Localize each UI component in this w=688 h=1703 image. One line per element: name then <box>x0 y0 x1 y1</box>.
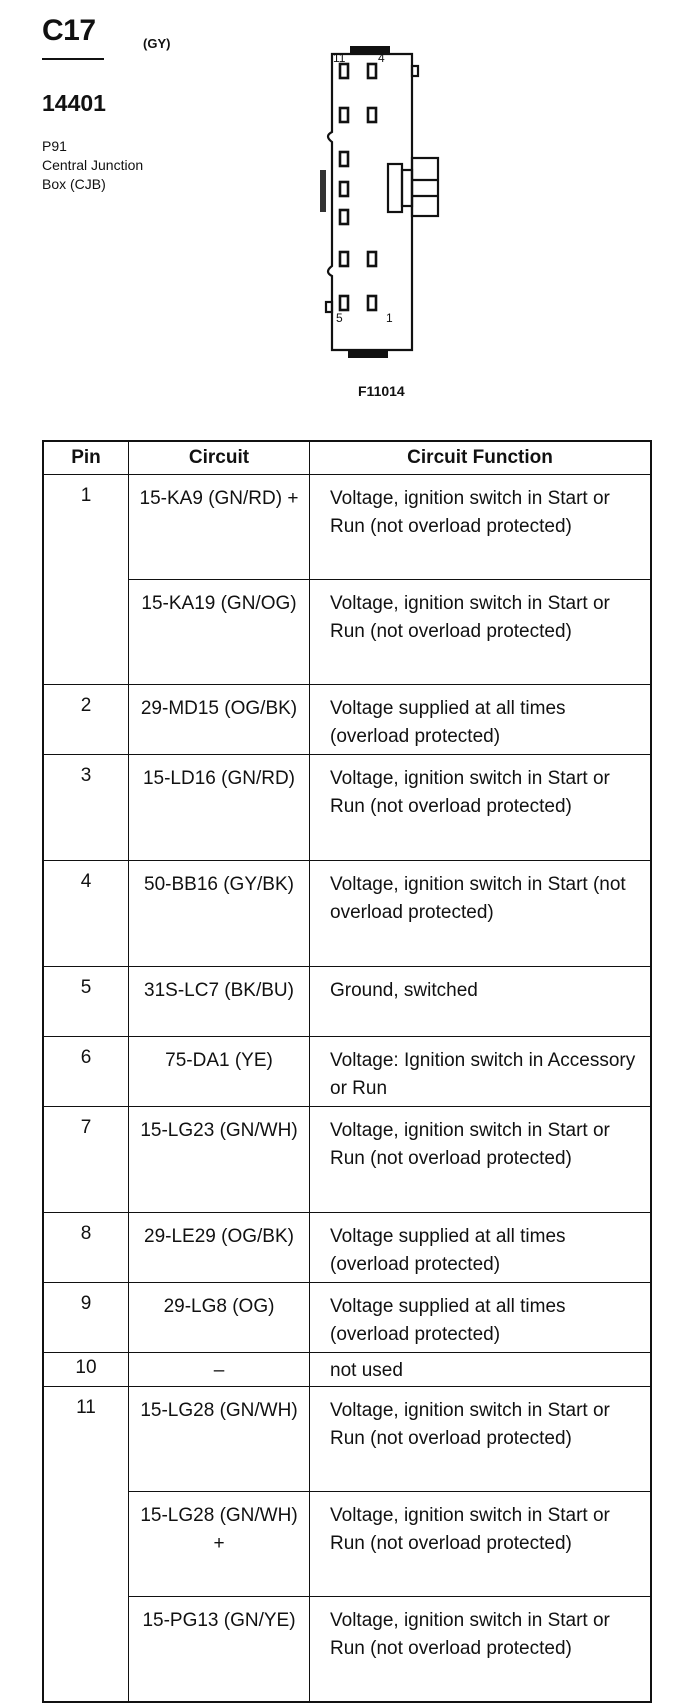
function-cell: Voltage, ignition switch in Start or Run (not overload protected) <box>310 1387 652 1492</box>
connector-header <box>42 14 171 51</box>
table-row <box>43 1037 651 1107</box>
circuit-cell: 31S-LC7 (BK/BU) <box>129 967 310 1037</box>
table-row <box>43 1213 651 1283</box>
table-row <box>43 1283 651 1353</box>
circuit-cell: 15-LD16 (GN/RD) <box>129 755 310 861</box>
figure-reference: F11014 <box>358 383 405 399</box>
pin-cell: 10 <box>43 1353 129 1387</box>
table-row <box>43 1107 651 1213</box>
function-cell: Voltage, ignition switch in Start or Run (not overload protected) <box>310 755 652 861</box>
circuit-cell: 29-LE29 (OG/BK) <box>129 1213 310 1283</box>
pinout-table <box>42 440 652 1703</box>
column-header-circuit: Circuit <box>129 441 310 475</box>
table-row <box>43 1492 651 1597</box>
table-row <box>43 475 651 580</box>
function-cell: Voltage supplied at all times (overload protected) <box>310 1283 652 1353</box>
function-cell: Voltage, ignition switch in Start or Run (not overload protected) <box>310 475 652 580</box>
circuit-cell: 15-PG13 (GN/YE) <box>129 1597 310 1703</box>
pin-label-bottom-left: 5 <box>336 311 343 325</box>
function-cell: Voltage, ignition switch in Start or Run (not overload protected) <box>310 580 652 685</box>
function-cell: Voltage, ignition switch in Start (not overload protected) <box>310 861 652 967</box>
pin-cell: 7 <box>43 1107 129 1213</box>
terminal-cavities <box>340 64 376 310</box>
function-cell: Voltage, ignition switch in Start or Run (not overload protected) <box>310 1597 652 1703</box>
circuit-cell: 15-LG28 (GN/WH) + <box>129 1492 310 1597</box>
function-cell: Voltage, ignition switch in Start or Run (not overload protected) <box>310 1107 652 1213</box>
pin-cell: 6 <box>43 1037 129 1107</box>
connector-latch <box>412 158 438 216</box>
pin-cell: 1 <box>43 475 129 685</box>
column-header-function: Circuit Function <box>310 441 652 475</box>
circuit-cell: 29-LG8 (OG) <box>129 1283 310 1353</box>
circuit-cell: 29-MD15 (OG/BK) <box>129 685 310 755</box>
column-header-pin: Pin <box>43 441 129 475</box>
circuit-cell: 15-KA9 (GN/RD) + <box>129 475 310 580</box>
pin-cell: 8 <box>43 1213 129 1283</box>
pin-label-bottom-right: 1 <box>386 311 393 325</box>
circuit-cell: – <box>129 1353 310 1387</box>
table-header-row <box>43 441 651 475</box>
pin-label-top-left: 11 <box>333 51 346 65</box>
pin-cell: 2 <box>43 685 129 755</box>
table-row <box>43 1353 651 1387</box>
table-row <box>43 685 651 755</box>
table-row <box>43 1597 651 1703</box>
function-cell: Voltage supplied at all times (overload protected) <box>310 685 652 755</box>
connector-id: C17 <box>42 14 96 47</box>
location-line: Box (CJB) <box>42 176 106 192</box>
location-line: Central Junction <box>42 157 144 173</box>
pin-label-top-right: 4 <box>378 51 385 65</box>
pin-cell: 4 <box>43 861 129 967</box>
circuit-cell: 15-LG28 (GN/WH) <box>129 1387 310 1492</box>
table-row <box>43 755 651 861</box>
title-underline <box>42 58 104 60</box>
location-text <box>42 137 143 194</box>
table-row <box>43 861 651 967</box>
table-row <box>43 580 651 685</box>
circuit-cell: 15-LG23 (GN/WH) <box>129 1107 310 1213</box>
function-cell: not used <box>310 1353 652 1387</box>
table-row <box>43 967 651 1037</box>
part-number: 14401 <box>42 90 106 116</box>
connector-color: (GY) <box>143 36 171 51</box>
pin-cell: 9 <box>43 1283 129 1353</box>
pin-cell: 11 <box>43 1387 129 1703</box>
circuit-cell: 15-KA19 (GN/OG) <box>129 580 310 685</box>
circuit-cell: 75-DA1 (YE) <box>129 1037 310 1107</box>
pin-cell: 5 <box>43 967 129 1037</box>
pin-cell: 3 <box>43 755 129 861</box>
function-cell: Ground, switched <box>310 967 652 1037</box>
location-line: P91 <box>42 138 67 154</box>
table-row <box>43 1387 651 1492</box>
function-cell: Voltage supplied at all times (overload protected) <box>310 1213 652 1283</box>
connector-face-diagram <box>320 40 450 370</box>
circuit-cell: 50-BB16 (GY/BK) <box>129 861 310 967</box>
function-cell: Voltage, ignition switch in Start or Run (not overload protected) <box>310 1492 652 1597</box>
function-cell: Voltage: Ignition switch in Accessory or Run <box>310 1037 652 1107</box>
